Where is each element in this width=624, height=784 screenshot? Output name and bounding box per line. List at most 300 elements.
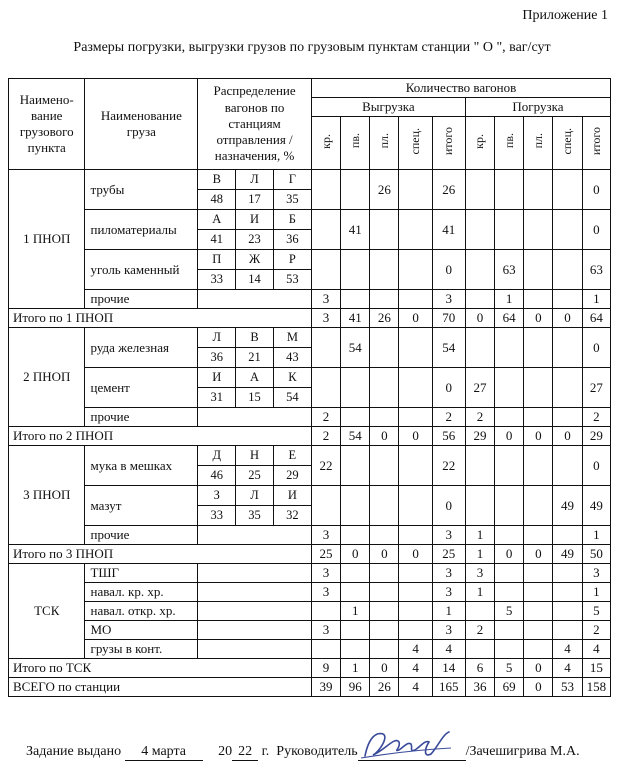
load-value-cell [495,368,524,408]
unload-value-cell: 0 [399,309,432,328]
station-code: В [198,170,236,190]
unload-value-cell: 2 [432,408,465,427]
unload-value-cell: 4 [399,640,432,659]
unload-value-cell: 3 [311,309,340,328]
station-percent: 53 [273,270,311,290]
station-percent: 14 [236,270,274,290]
unload-value-cell [370,640,399,659]
distribution-subtable [198,250,311,289]
load-value-cell: 5 [582,602,610,621]
station-code: Б [273,210,311,230]
station-percent: 15 [236,388,274,408]
load-value-cell [495,210,524,250]
subtotal-row [9,659,611,678]
load-value-cell [465,602,494,621]
unload-value-cell [341,368,370,408]
load-value-cell: 63 [495,250,524,290]
distribution-cell [198,564,312,583]
unload-value-cell [311,170,340,210]
load-value-cell [524,368,553,408]
station-code: М [273,328,311,348]
station-code: Н [236,446,274,466]
load-value-cell: 0 [524,545,553,564]
station-code: Ж [236,250,274,270]
unload-type-header [370,117,399,170]
unload-value-cell [399,328,432,368]
unload-value-cell: 9 [311,659,340,678]
station-percent: 33 [198,270,236,290]
wagon-type-label: пл. [376,133,391,149]
table-row [9,486,611,526]
unload-value-cell [370,446,399,486]
load-value-cell [524,486,553,526]
station-percent: 35 [273,190,311,210]
issued-year-prefix: 20 [218,744,233,759]
load-value-cell: 29 [465,427,494,446]
unload-value-cell: 3 [432,526,465,545]
station-code: З [198,486,236,506]
freight-point-name: ТСК [9,564,85,659]
load-value-cell [465,250,494,290]
load-type-header [465,117,494,170]
load-value-cell: 50 [582,545,610,564]
load-type-header [495,117,524,170]
unload-value-cell [370,408,399,427]
load-value-cell [553,328,582,368]
unload-type-header [341,117,370,170]
load-value-cell [524,640,553,659]
table-row [9,621,611,640]
load-value-cell: 49 [553,545,582,564]
unload-value-cell [370,250,399,290]
station-code: Г [273,170,311,190]
load-value-cell: 2 [465,621,494,640]
distribution-cell [198,368,312,408]
footer [26,744,580,761]
unload-value-cell [341,526,370,545]
grand-total-row [9,678,611,697]
station-code: Л [236,170,274,190]
unload-value-cell [370,328,399,368]
station-percent: 54 [273,388,311,408]
subtotal-row [9,545,611,564]
unload-value-cell: 54 [432,328,465,368]
station-code: К [273,368,311,388]
station-code: А [236,368,274,388]
unload-value-cell [311,328,340,368]
cargo-name: прочие [85,290,198,309]
unload-value-cell: 1 [341,602,370,621]
table-row [9,290,611,309]
issued-label: Задание выдано [26,744,122,759]
unload-value-cell [311,640,340,659]
station-percent: 33 [198,506,236,526]
distribution-subtable [198,486,311,525]
load-value-cell: 1 [582,290,610,309]
distribution-subtable [198,446,311,485]
unload-value-cell: 0 [432,368,465,408]
unload-value-cell [370,290,399,309]
grand-total-label: ВСЕГО по станции [9,678,312,697]
supervisor-label: Руководитель [276,744,358,759]
unload-value-cell [370,602,399,621]
cargo-name: навал. откр. хр. [85,602,198,621]
unload-value-cell: 1 [341,659,370,678]
subtotal-row [9,309,611,328]
supervisor-signature [355,728,455,762]
unload-value-cell: 3 [432,583,465,602]
load-value-cell [524,446,553,486]
cargo-name: цемент [85,368,198,408]
cargo-name: уголь каменный [85,250,198,290]
unload-value-cell [399,210,432,250]
unload-value-cell [341,583,370,602]
load-value-cell: 0 [524,309,553,328]
issued-day: 4 марта [125,744,203,761]
load-value-cell: 49 [582,486,610,526]
loading-table [8,78,611,697]
unload-value-cell: 41 [341,210,370,250]
page-title: Размеры погрузки, выгрузки грузов по грузовым пунктам станции " О ", ваг/сут [73,40,551,55]
load-value-cell [465,290,494,309]
table-row [9,408,611,427]
load-value-cell: 49 [553,486,582,526]
load-value-cell [495,486,524,526]
unload-value-cell [341,290,370,309]
load-value-cell: 4 [553,659,582,678]
load-value-cell: 1 [465,583,494,602]
load-value-cell: 5 [495,602,524,621]
unload-value-cell [370,526,399,545]
load-value-cell: 0 [524,678,553,697]
load-value-cell [465,328,494,368]
unload-value-cell [341,486,370,526]
load-value-cell: 15 [582,659,610,678]
supervisor-name: /Зачешигрива М.А. [465,744,580,759]
unload-value-cell [341,621,370,640]
distribution-cell [198,640,312,659]
col-header-wagons: Количество вагонов [311,79,610,98]
load-value-cell: 64 [582,309,610,328]
cargo-name: руда железная [85,328,198,368]
station-code: Л [198,328,236,348]
load-value-cell [465,486,494,526]
unload-value-cell [399,170,432,210]
load-value-cell [553,408,582,427]
appendix-label: Приложение 1 [522,8,608,23]
unload-value-cell: 0 [370,659,399,678]
unload-value-cell [399,368,432,408]
load-value-cell: 69 [495,678,524,697]
load-value-cell: 1 [465,526,494,545]
unload-value-cell: 39 [311,678,340,697]
unload-value-cell: 0 [432,250,465,290]
table-row [9,210,611,250]
unload-value-cell: 26 [370,309,399,328]
load-value-cell: 27 [582,368,610,408]
cargo-name: грузы в конт. [85,640,198,659]
station-code: П [198,250,236,270]
load-value-cell [553,210,582,250]
unload-value-cell: 22 [432,446,465,486]
unload-value-cell [311,250,340,290]
unload-value-cell [399,250,432,290]
load-value-cell [465,210,494,250]
wagon-type-label: спец. [408,127,423,155]
unload-value-cell [311,486,340,526]
unload-value-cell [399,583,432,602]
distribution-subtable [198,328,311,367]
load-value-cell: 4 [582,640,610,659]
unload-value-cell: 26 [370,170,399,210]
distribution-subtable [198,368,311,407]
load-value-cell: 0 [495,545,524,564]
unload-value-cell: 14 [432,659,465,678]
station-percent: 29 [273,466,311,486]
unload-value-cell: 4 [399,678,432,697]
load-value-cell [495,170,524,210]
load-value-cell [465,170,494,210]
unload-value-cell [399,290,432,309]
load-value-cell [524,621,553,640]
load-value-cell [553,368,582,408]
load-value-cell: 29 [582,427,610,446]
station-code: Р [273,250,311,270]
station-percent: 32 [273,506,311,526]
load-value-cell [524,408,553,427]
unload-value-cell [311,602,340,621]
table-row [9,564,611,583]
load-value-cell: 63 [582,250,610,290]
unload-value-cell: 3 [311,564,340,583]
unload-value-cell: 41 [341,309,370,328]
cargo-name: мука в мешках [85,446,198,486]
wagon-type-label: пв. [347,133,362,149]
load-value-cell: 0 [582,210,610,250]
distribution-cell [198,290,312,309]
distribution-cell [198,583,312,602]
unload-value-cell [399,486,432,526]
load-value-cell [553,621,582,640]
load-value-cell: 0 [495,427,524,446]
wagon-type-label: пл. [530,133,545,149]
unload-value-cell [370,368,399,408]
unload-value-cell: 0 [370,427,399,446]
load-value-cell [553,564,582,583]
load-value-cell: 2 [465,408,494,427]
load-value-cell: 1 [582,583,610,602]
unload-type-header [399,117,432,170]
unload-value-cell: 96 [341,678,370,697]
distribution-subtable [198,170,311,209]
unload-value-cell: 165 [432,678,465,697]
load-value-cell: 1 [582,526,610,545]
load-value-cell [553,526,582,545]
wagon-type-label: итого [588,126,603,156]
unload-value-cell: 3 [311,526,340,545]
unload-value-cell [341,408,370,427]
distribution-cell [198,446,312,486]
load-value-cell [553,250,582,290]
load-value-cell: 5 [495,659,524,678]
load-value-cell: 6 [465,659,494,678]
table-row [9,602,611,621]
load-type-header [524,117,553,170]
station-percent: 17 [236,190,274,210]
unload-value-cell [341,170,370,210]
unload-value-cell [341,640,370,659]
unload-value-cell: 70 [432,309,465,328]
load-value-cell: 3 [582,564,610,583]
load-value-cell [524,564,553,583]
load-value-cell [495,564,524,583]
unload-value-cell: 0 [399,427,432,446]
load-value-cell: 0 [553,427,582,446]
unload-value-cell [399,564,432,583]
col-header-point: Наимено-вание грузового пункта [9,79,85,170]
load-value-cell [524,583,553,602]
unload-value-cell: 26 [432,170,465,210]
unload-value-cell [341,564,370,583]
unload-value-cell: 2 [311,427,340,446]
load-value-cell [495,408,524,427]
load-value-cell: 0 [582,446,610,486]
load-value-cell [553,446,582,486]
load-value-cell [495,640,524,659]
load-value-cell: 2 [582,621,610,640]
unload-value-cell: 0 [399,545,432,564]
distribution-cell [198,526,312,545]
unload-type-header [432,117,465,170]
distribution-cell [198,408,312,427]
unload-value-cell [370,621,399,640]
issued-year-suffix: 22 [232,744,258,761]
unload-value-cell: 3 [311,583,340,602]
load-value-cell [495,446,524,486]
load-value-cell [465,446,494,486]
freight-point-name: 3 ПНОП [9,446,85,545]
station-percent: 21 [236,348,274,368]
station-percent: 48 [198,190,236,210]
load-value-cell [524,210,553,250]
cargo-name: мазут [85,486,198,526]
station-percent: 46 [198,466,236,486]
load-value-cell [495,621,524,640]
unload-value-cell: 3 [432,290,465,309]
load-value-cell: 1 [465,545,494,564]
station-percent: 41 [198,230,236,250]
unload-type-header [311,117,340,170]
unload-value-cell: 0 [432,486,465,526]
subtotal-label: Итого по ТСК [9,659,312,678]
load-value-cell [553,583,582,602]
load-value-cell [495,328,524,368]
station-code: Д [198,446,236,466]
load-value-cell: 0 [524,659,553,678]
load-value-cell: 0 [582,170,610,210]
unload-value-cell [399,526,432,545]
col-header-distribution: Распределение вагонов по станциям отправления / назначения, % [198,79,312,170]
wagon-type-label: пв. [501,133,516,149]
freight-point-name: 1 ПНОП [9,170,85,309]
load-value-cell [495,583,524,602]
station-percent: 35 [236,506,274,526]
load-value-cell [524,250,553,290]
station-percent: 31 [198,388,236,408]
station-code: И [198,368,236,388]
unload-value-cell [399,602,432,621]
load-value-cell [553,170,582,210]
station-percent: 43 [273,348,311,368]
unload-value-cell [370,564,399,583]
table-row [9,583,611,602]
subtotal-label: Итого по 2 ПНОП [9,427,312,446]
station-code: А [198,210,236,230]
unload-value-cell: 0 [370,545,399,564]
unload-value-cell [399,446,432,486]
load-type-header [553,117,582,170]
unload-value-cell [399,621,432,640]
unload-value-cell: 41 [432,210,465,250]
subtotal-label: Итого по 3 ПНОП [9,545,312,564]
freight-point-name: 2 ПНОП [9,328,85,427]
subtotal-label: Итого по 1 ПНОП [9,309,312,328]
unload-value-cell: 3 [432,564,465,583]
unload-value-cell: 3 [311,621,340,640]
load-value-cell [524,170,553,210]
unload-value-cell: 3 [432,621,465,640]
load-value-cell [524,526,553,545]
distribution-cell [198,210,312,250]
cargo-name: МО [85,621,198,640]
year-unit: г. [261,744,270,759]
load-value-cell: 53 [553,678,582,697]
cargo-name: навал. кр. хр. [85,583,198,602]
station-percent: 36 [273,230,311,250]
unload-value-cell [341,446,370,486]
wagon-type-label: итого [441,126,456,156]
load-value-cell [524,602,553,621]
distribution-cell [198,486,312,526]
cargo-name: ТШГ [85,564,198,583]
load-value-cell: 158 [582,678,610,697]
load-value-cell: 0 [582,328,610,368]
table-row [9,526,611,545]
table-row [9,446,611,486]
load-value-cell [465,640,494,659]
load-value-cell: 4 [553,640,582,659]
unload-value-cell: 56 [432,427,465,446]
distribution-cell [198,328,312,368]
load-value-cell [495,526,524,545]
load-value-cell: 36 [465,678,494,697]
table-row [9,640,611,659]
station-code: В [236,328,274,348]
cargo-name: прочие [85,526,198,545]
table-row [9,368,611,408]
load-value-cell: 0 [524,427,553,446]
unload-value-cell: 26 [370,678,399,697]
distribution-cell [198,602,312,621]
wagon-type-label: кр. [472,133,487,149]
unload-value-cell: 3 [311,290,340,309]
unload-value-cell [399,408,432,427]
unload-value-cell [341,250,370,290]
wagon-type-label: спец. [560,127,575,155]
subtotal-row [9,427,611,446]
unload-value-cell [370,210,399,250]
unload-value-cell: 0 [341,545,370,564]
